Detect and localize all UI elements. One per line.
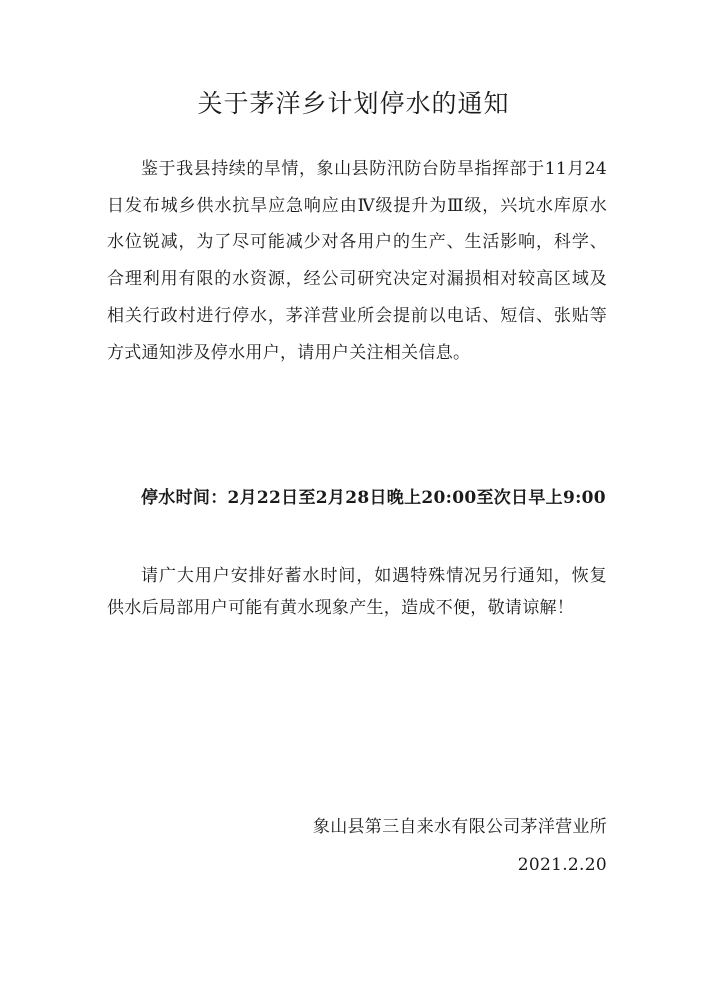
- outage-time-paragraph: 停水时间：2月22日至2月28日晚上20:00至次日早上9:00: [141, 488, 606, 508]
- issuing-organization: 象山县第三自来水有限公司茅洋营业所: [312, 817, 607, 837]
- issue-date: 2021.2.20: [517, 855, 607, 875]
- notice-paragraph-background: 鉴于我县持续的旱情，象山县防汛防台防旱指挥部于11月24日发布城乡供水抗旱应急响应由Ⅳ级提升为Ⅲ级，兴坑水库原水水位锐减，为了尽可能减少对各用户的生产、生活影响，科学、合理利用有限的水资源，经公司研究决定对漏损相对较高区域及相关行政村进行停水，茅洋营业所会提前以电话、短信、张贴等方式通知涉及停水用户，请用户关注相关信息。: [107, 159, 607, 363]
- notice-paragraph-advice: 请广大用户安排好蓄水时间，如遇特殊情况另行通知，恢复供水后局部用户可能有黄水现象产生，造成不便，敬请谅解！: [107, 566, 607, 618]
- notice-title: 关于茅洋乡计划停水的通知: [197, 89, 510, 118]
